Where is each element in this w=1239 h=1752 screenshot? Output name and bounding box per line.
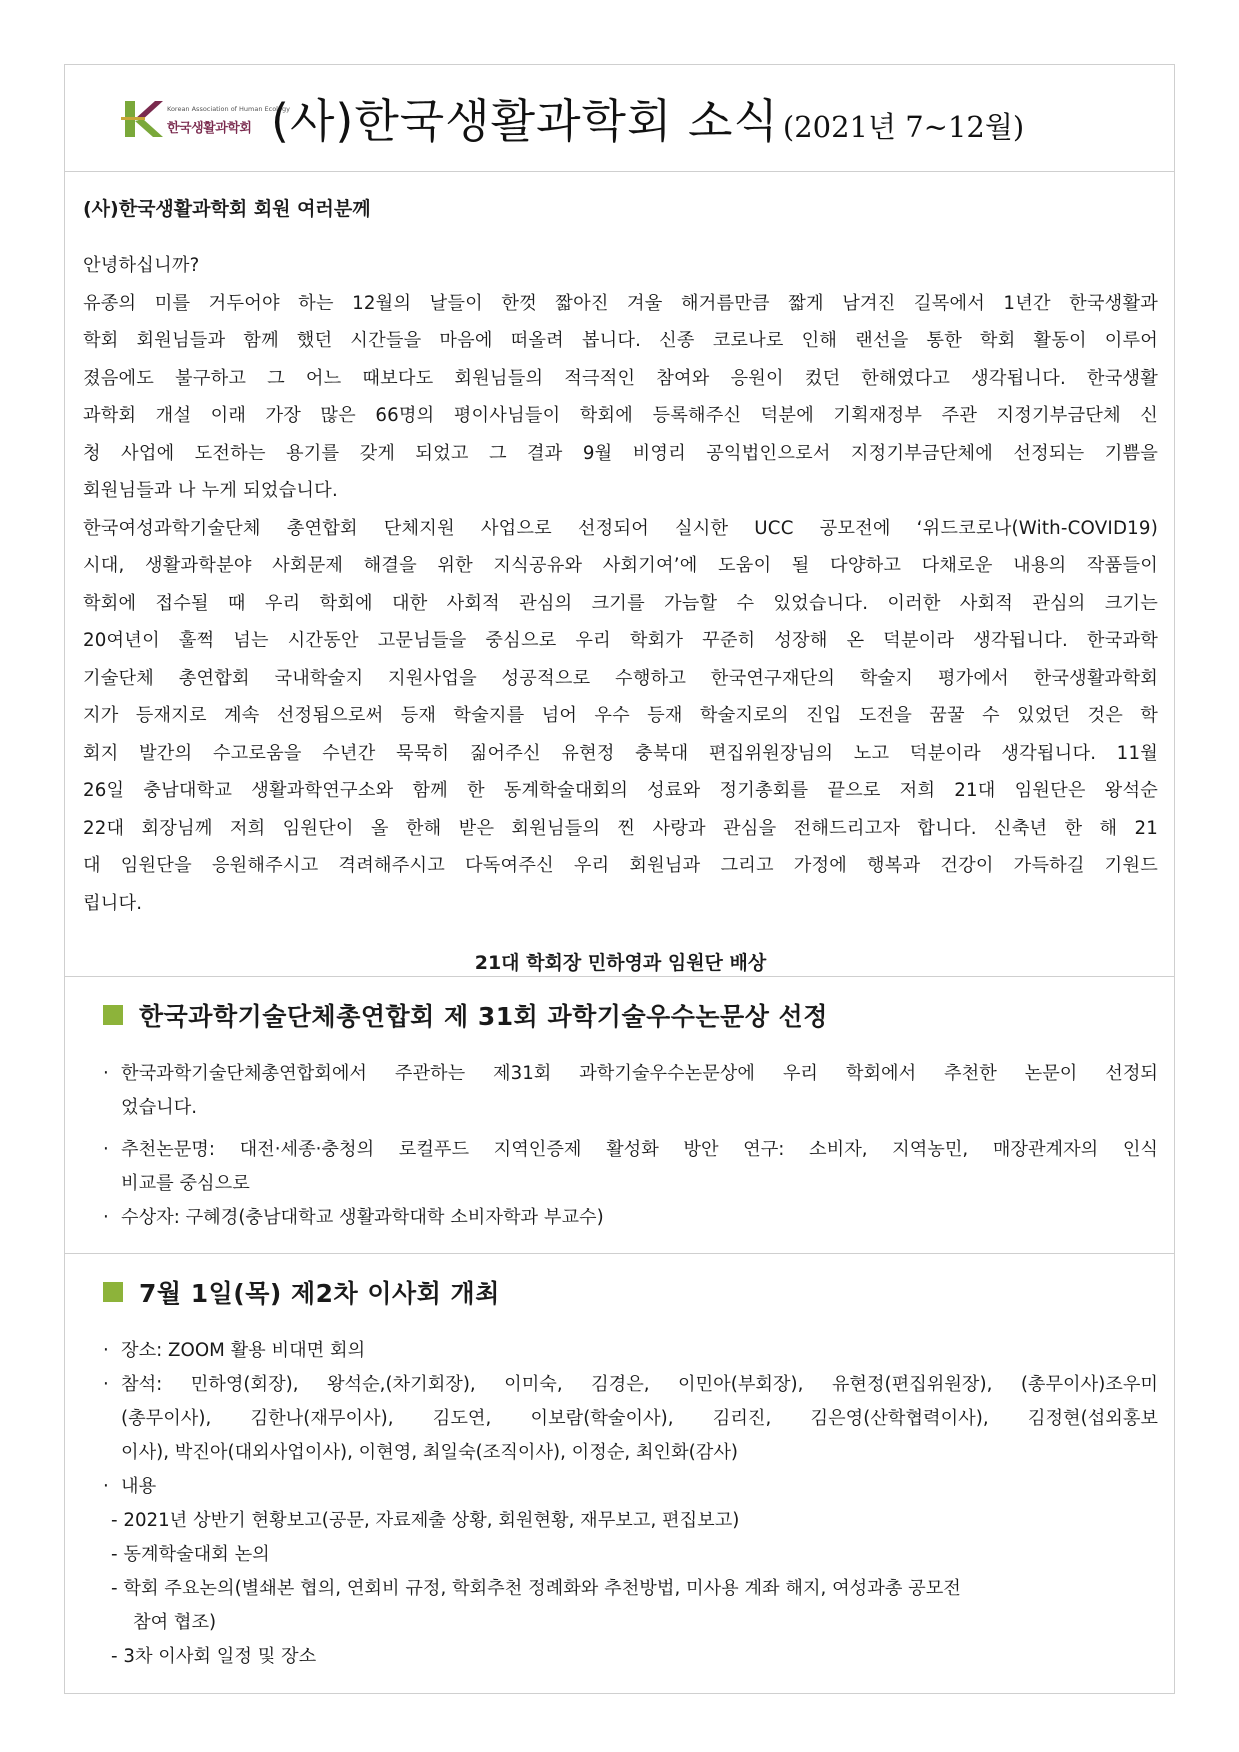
newsletter-page xyxy=(64,64,1175,1694)
board-meeting-title-text: 7월 1일(목) 제2차 이사회 개최 xyxy=(139,1279,500,1308)
agenda-item xyxy=(111,1504,1158,1538)
green-square-icon xyxy=(103,1005,123,1025)
letter-line: 지가 등재지로 계속 선정됨으로써 등재 학술지를 넘어 우수 등재 학술지로의 진입 도전을 꿈꿀 수 있었던 것은 학 xyxy=(83,705,1158,726)
letter-line: 대 임원단을 응원해주시고 격려해주시고 다독여주신 우리 회원님과 그리고 가정에 행복과 건강이 가득하길 기원드 xyxy=(83,855,1158,876)
bullet-dot: · xyxy=(103,1476,109,1497)
dash-mark: - xyxy=(111,1544,118,1565)
dash-mark: - xyxy=(111,1578,118,1599)
meeting-attendees-text: (총무이사), 김한나(재무이사), 김도연, 이보람(학술이사), 김리진, 김은영(산학협력이사), 김정현(섭외홍보 xyxy=(121,1408,1158,1429)
logo-korean-name: 한국생활과학회 xyxy=(167,121,252,136)
meeting-place xyxy=(103,1334,1158,1368)
letter-line: 시대, 생활과학분야 사회문제 해결을 위한 지식공유와 사회기여’에 도움이 될 다양하고 다채로운 내용의 작품들이 xyxy=(83,555,1158,576)
letter-signature: 21대 학회장 민하영과 임원단 배상 xyxy=(474,952,767,974)
letter-line: 20여년이 훌쩍 넘는 시간동안 고문님들을 중심으로 우리 학회가 꾸준히 성장해 온 덕분이라 생각됩니다. 한국과학 xyxy=(83,630,1158,651)
award-item-paper xyxy=(103,1133,1158,1201)
award-item-text: 수상자: 구혜경(충남대학교 생활과학대학 소비자학과 부교수) xyxy=(121,1207,604,1228)
meeting-agenda-label: 내용 xyxy=(121,1476,157,1497)
letter-line: 유종의 미를 거두어야 하는 12월의 날들이 한껏 짧아진 겨울 해거름만큼 짧게 남겨진 길목에서 1년간 한국생활과 xyxy=(83,292,1158,314)
logo-english-name: Korean Association of Human Ecology xyxy=(167,105,290,113)
award-item-text: 추천논문명: 대전·세종·충청의 로컬푸드 지역인증제 활성화 방안 연구: 소비자, 지역농민, 매장관계자의 인식 xyxy=(121,1139,1158,1160)
award-item-recipient xyxy=(103,1201,1158,1235)
letter-line: 22대 회장님께 저희 임원단이 올 한해 받은 회원님들의 찐 사랑과 관심을 전해드리고자 합니다. 신축년 한 해 21 xyxy=(83,817,1158,839)
award-section xyxy=(65,977,1174,1254)
letter-line: 청 사업에 도전하는 용기를 갖게 되었고 그 결과 9월 비영리 공익법인으로서 지정기부금단체에 선정되는 기쁨을 xyxy=(83,442,1158,464)
meeting-attendees-text: 이사), 박진아(대외사업이사), 이현영, 최일숙(조직이사), 이정순, 최인화(감사) xyxy=(121,1442,738,1463)
bullet-dot: · xyxy=(103,1207,109,1228)
letter-line: 립니다. xyxy=(83,892,143,914)
letter-line: 26일 충남대학교 생활과학연구소와 함께 한 동계학술대회의 성료와 정기총회를 끝으로 저희 21대 임원단은 왕석순 xyxy=(83,780,1158,801)
newsletter-header xyxy=(65,65,1174,172)
greeting-letter xyxy=(65,172,1174,977)
agenda-item-continued: 참여 협조) xyxy=(133,1612,217,1633)
letter-line: 학회에 접수될 때 우리 학회에 대한 사회적 관심의 크기를 가늠할 수 있었습니다. 이러한 사회적 관심의 크기는 xyxy=(83,592,1158,614)
agenda-item-text: 동계학술대회 논의 xyxy=(123,1544,270,1565)
letter-line: 학회 회원님들과 함께 했던 시간들을 마음에 떠올려 봅니다. 신종 코로나로 인해 랜선을 통한 학회 활동이 이루어 xyxy=(83,330,1158,351)
bullet-dot: · xyxy=(103,1374,109,1395)
letter-line: 졌음에도 불구하고 그 어느 때보다도 회원님들의 적극적인 참여와 응원이 컸던 한해였다고 생각됩니다. 한국생활 xyxy=(83,367,1158,389)
letter-line: 기술단체 총연합회 국내학술지 지원사업을 성공적으로 수행하고 한국연구재단의 학술지 평가에서 한국생활과학회 xyxy=(83,667,1158,689)
agenda-item xyxy=(111,1538,1158,1572)
agenda-item xyxy=(111,1572,1158,1606)
letter-line: 한국여성과학기술단체 총연합회 단체지원 사업으로 선정되어 실시한 UCC 공모전에 ‘위드코로나(With-COVID19) xyxy=(83,517,1158,539)
letter-line: 회원님들과 나 누게 되었습니다. xyxy=(83,480,338,501)
board-meeting-title xyxy=(103,1274,1158,1310)
agenda-item-text: 2021년 상반기 현황보고(공문, 자료제출 상황, 회원현황, 재무보고, 편집보고) xyxy=(123,1510,740,1531)
award-section-title xyxy=(103,997,1158,1033)
meeting-attendees-text: 참석: 민하영(회장), 왕석순,(차기회장), 이미숙, 김경은, 이민아(부회장), 유현정(편집위원장), (총무이사)조우미 xyxy=(121,1374,1158,1395)
title-period: (2021년 7~12월) xyxy=(782,110,1025,144)
board-meeting-section xyxy=(65,1254,1174,1694)
letter-line: 회지 발간의 수고로움을 수년간 묵묵히 짊어주신 유현정 충북대 편집위원장님의 노고 덕분이라 생각됩니다. 11월 xyxy=(83,742,1158,764)
award-item-description xyxy=(103,1057,1158,1125)
title-main: (사)한국생활과학회 소식 xyxy=(271,94,779,148)
dash-mark: - xyxy=(111,1510,118,1531)
award-title-text: 한국과학기술단체총연합회 제 31회 과학기술우수논문상 선정 xyxy=(139,1002,828,1031)
letter-line: 과학회 개설 이래 가장 많은 66명의 평이사님들이 학회에 등록해주신 덕분에 기획재정부 주관 지정기부금단체 신 xyxy=(83,405,1158,426)
meeting-place-text: 장소: ZOOM 활용 비대면 회의 xyxy=(121,1340,366,1361)
bullet-dot: · xyxy=(103,1063,109,1084)
award-item-text: 한국과학기술단체총연합회에서 주관하는 제31회 과학기술우수논문상에 우리 학회에서 추천한 논문이 선정되 xyxy=(121,1063,1158,1084)
green-square-icon xyxy=(103,1282,123,1302)
letter-salutation: (사)한국생활과학회 회원 여러분께 xyxy=(83,198,371,220)
bullet-dot: · xyxy=(103,1340,109,1361)
society-logo xyxy=(121,97,290,141)
dash-mark: - xyxy=(111,1646,118,1667)
letter-line: 안녕하십니까? xyxy=(83,255,200,276)
meeting-attendees xyxy=(103,1368,1158,1470)
newsletter-title xyxy=(271,85,1024,151)
agenda-item-text: 3차 이사회 일정 및 장소 xyxy=(123,1646,317,1667)
award-item-text: 었습니다. xyxy=(121,1097,198,1118)
award-item-text: 비교를 중심으로 xyxy=(121,1173,250,1194)
society-logo-mark-icon xyxy=(121,97,165,141)
bullet-dot: · xyxy=(103,1139,109,1160)
agenda-item-text: 학회 주요논의(별쇄본 협의, 연회비 규정, 학회추천 정례화와 추천방법, 미사용 계좌 해지, 여성과총 공모전 xyxy=(123,1578,961,1599)
agenda-item xyxy=(111,1640,1158,1674)
meeting-agenda xyxy=(103,1470,1158,1504)
